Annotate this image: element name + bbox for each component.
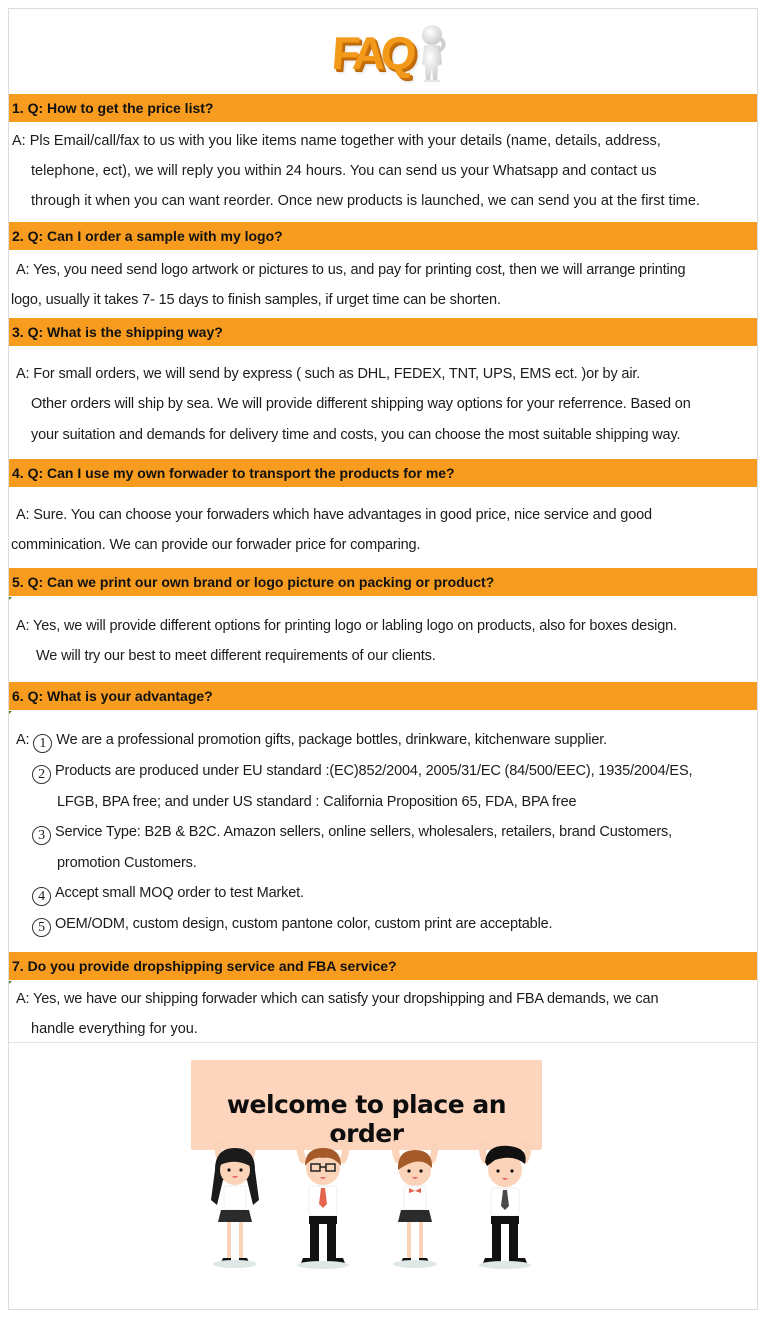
- question-text: 2. Q: Can I order a sample with my logo?: [12, 228, 283, 244]
- faq-question-1: [9, 94, 757, 122]
- circled-number-icon: 2: [32, 765, 51, 784]
- corner-marker-icon: [9, 981, 12, 984]
- corner-marker-icon: [9, 711, 12, 714]
- answer-line: handle everything for you.: [31, 1021, 198, 1037]
- answer-line: A: Pls Email/call/fax to us with you like items name together with your details (name, details, address,: [12, 133, 661, 149]
- cartoon-staff-illustration: [195, 1140, 545, 1290]
- answer-line: comminication. We can provide our forwader price for comparing.: [11, 537, 421, 553]
- faq-question-5: [9, 568, 757, 596]
- advantage-text: We are a professional promotion gifts, package bottles, drinkware, kitchenware supplier.: [56, 732, 608, 748]
- question-text: 7. Do you provide dropshipping service and FBA service?: [12, 958, 397, 974]
- answer-line: A: Sure. You can choose your forwaders which have advantages in good price, nice service and good: [16, 507, 652, 523]
- faq-question-2: [9, 222, 757, 250]
- circled-number-icon: 3: [32, 826, 51, 845]
- question-text: 4. Q: Can I use my own forwader to transport the products for me?: [12, 465, 455, 481]
- faq-logo-text: FAQ: [330, 27, 414, 79]
- faq-question-7: [9, 952, 757, 980]
- faq-question-4: [9, 459, 757, 487]
- answer-line: through it when you can want reorder. Once new products is launched, we can send you at the first time.: [31, 193, 700, 209]
- question-text: 3. Q: What is the shipping way?: [12, 324, 223, 340]
- woman-character-icon: [211, 1140, 259, 1268]
- answer-line: A: Yes, you need send logo artwork or pictures to us, and pay for printing cost, then we will arrange printing: [16, 262, 686, 278]
- answer-line: A: Yes, we have our shipping forwader which can satisfy your dropshipping and FBA demands, we can: [16, 991, 659, 1007]
- faq-logo: [332, 22, 450, 84]
- circled-number-icon: 1: [33, 734, 52, 753]
- answer-prefix: A:: [16, 732, 30, 748]
- advantage-text: Accept small MOQ order to test Market.: [55, 885, 304, 901]
- advantage-item-1: [16, 731, 607, 753]
- man-glasses-character-icon: [297, 1140, 349, 1269]
- answer-line: We will try our best to meet different requirements of our clients.: [36, 648, 436, 664]
- faq-question-6: [9, 682, 757, 710]
- corner-marker-icon: [9, 597, 12, 600]
- answer-line: logo, usually it takes 7- 15 days to finish samples, if urget time can be shorten.: [11, 292, 501, 308]
- faq-3d-figure-icon: [418, 24, 448, 82]
- man-tie-character-icon: [479, 1140, 531, 1269]
- circled-number-icon: 4: [32, 887, 51, 906]
- answer-line: Other orders will ship by sea. We will provide different shipping way options for your referrence. Based on: [31, 396, 691, 412]
- question-text: 6. Q: What is your advantage?: [12, 688, 213, 704]
- question-text: 1. Q: How to get the price list?: [12, 100, 214, 116]
- welcome-banner: [191, 1060, 542, 1150]
- advantage-item-2: [32, 762, 692, 784]
- answer-line: A: Yes, we will provide different options for printing logo or labling logo on products, also for boxes design.: [16, 618, 677, 634]
- section-divider: [9, 1042, 757, 1043]
- advantage-text: Service Type: B2B & B2C. Amazon sellers, online sellers, wholesalers, retailers, brand Customers,: [55, 824, 673, 840]
- advantage-item-3: [32, 823, 672, 845]
- advantage-text-cont: promotion Customers.: [57, 855, 197, 871]
- advantage-text-cont: LFGB, BPA free; and under US standard : California Proposition 65, FDA, BPA free: [57, 794, 577, 810]
- faq-question-3: [9, 318, 757, 346]
- woman-bowtie-character-icon: [393, 1140, 437, 1268]
- answer-line: your suitation and demands for delivery time and costs, you can choose the most suitable shipping way.: [31, 427, 681, 443]
- question-text: 5. Q: Can we print our own brand or logo picture on packing or product?: [12, 574, 495, 590]
- banner-text: welcome to place an order: [226, 1090, 507, 1148]
- answer-line: A: For small orders, we will send by express ( such as DHL, FEDEX, TNT, UPS, EMS ect. )or by air.: [16, 366, 641, 382]
- advantage-text: OEM/ODM, custom design, custom pantone color, custom print are acceptable.: [55, 916, 553, 932]
- answer-line: telephone, ect), we will reply you within 24 hours. You can send us your Whatsapp and contact us: [31, 163, 657, 179]
- advantage-item-5: [32, 915, 552, 937]
- advantage-text: Products are produced under EU standard :(EC)852/2004, 2005/31/EC (84/500/EEC), 1935/2004/ES,: [55, 763, 693, 779]
- circled-number-icon: 5: [32, 918, 51, 937]
- advantage-item-4: [32, 884, 304, 906]
